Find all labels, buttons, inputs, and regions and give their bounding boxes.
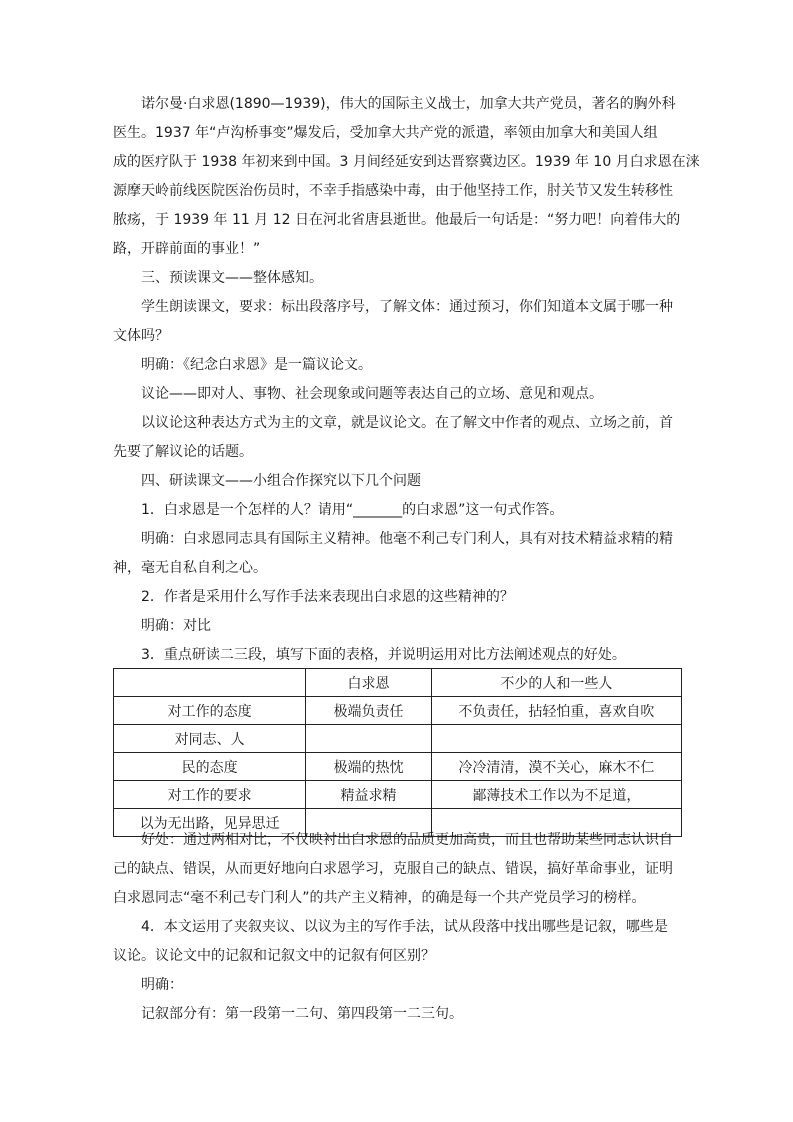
table-cell: 民的态度: [114, 753, 306, 781]
answer-1: [113, 525, 683, 583]
text-line: 源摩天岭前线医院医治伤员时，不幸手指感染中毒，由于他坚持工作，肘关节又发生转移性: [113, 183, 673, 199]
section-3-heading: 三、预读课文——整体感知。: [141, 270, 323, 286]
table-header-cell: 白求恩: [306, 669, 431, 697]
answer-4-label: 明确：: [141, 977, 183, 993]
section-3-note: [113, 409, 683, 467]
table-cell: 极端的热忱: [306, 753, 431, 781]
benefit-paragraph: [113, 826, 683, 913]
table-cell: 冷冷清清，漠不关心，麻木不仁: [431, 753, 681, 781]
section-3-task: [113, 293, 683, 351]
table-cell: 对工作的要求: [114, 781, 306, 809]
text-line: 以议论这种表达方式为主的文章，就是议论文。在了解文中作者的观点、立场之前，首: [141, 415, 673, 431]
text-line: 脓疡，于 1939 年 11 月 12 日在河北省唐县逝世。他最后一句话是：“努力吧！向着伟大的: [113, 212, 681, 228]
table-row: [114, 781, 682, 809]
answer-2: 明确：对比: [141, 618, 211, 634]
table-cell: 对同志、人: [114, 725, 306, 753]
text-line: 学生朗读课文，要求：标出段落序号，了解文体：通过预习，你们知道本文属于哪一种: [141, 299, 673, 315]
question-1: 1．白求恩是一个怎样的人？请用“_______的白求恩”这一句式作答。: [141, 502, 564, 518]
comparison-table: [113, 668, 682, 837]
intro-paragraph: [113, 90, 700, 264]
section-3-definition: 议论——即对人、事物、社会现象或问题等表达自己的立场、意见和观点。: [141, 386, 603, 402]
text-line: 好处：通过两相对比，不仅映衬出白求恩的品质更加高贵，而且也帮助某些同志认识自: [141, 832, 673, 848]
table-row: [114, 697, 682, 725]
text-line: 路，开辟前面的事业！”: [113, 241, 261, 257]
section-4-heading: 四、研读课文——小组合作探究以下几个问题: [141, 473, 421, 489]
text-line: 4．本文运用了夹叙夹议、以议为主的写作手法，试从段落中找出哪些是记叙，哪些是: [141, 919, 668, 935]
text-line: 诺尔曼·白求恩(1890—1939)，伟大的国际主义战士，加拿大共产党员，著名的胸外科: [141, 96, 676, 112]
answer-4-narrative: 记叙部分有：第一段第一二句、第四段第一二三句。: [141, 1006, 463, 1022]
text-line: 己的缺点、错误，从而更好地向白求恩学习，克服自己的缺点、错误，搞好革命事业，证明: [113, 861, 673, 877]
table-cell: 对工作的态度: [114, 697, 306, 725]
table-cell: 鄙薄技术工作以为不足道，: [431, 781, 681, 809]
table-header-cell: [114, 669, 306, 697]
table-cell: [306, 725, 431, 753]
text-line: 成的医疗队于 1938 年初来到中国。3 月间经延安到达晋察冀边区。1939 年 10 月白求恩在涞: [113, 154, 700, 170]
table-row: [114, 725, 682, 753]
text-line: 先要了解议论的话题。: [113, 444, 253, 460]
table-header-cell: 不少的人和一些人: [431, 669, 681, 697]
table-cell: [431, 725, 681, 753]
question-3: 3．重点研读二三段，填写下面的表格，并说明运用对比方法阐述观点的好处。: [141, 647, 626, 663]
text-line: 医生。1937 年“卢沟桥事变”爆发后，受加拿大共产党的派遣，率领由加拿大和美国人组: [113, 125, 658, 141]
section-3-answer: 明确：《纪念白求恩》是一篇议论文。: [141, 357, 372, 373]
question-2: 2．作者是采用什么写作手法来表现出白求恩的这些精神的？: [141, 589, 514, 605]
text-line: 神，毫无自私自利之心。: [113, 560, 267, 576]
table-header-row: [114, 669, 682, 697]
text-line: 议论。议论文中的记叙和记叙文中的记叙有何区别？: [113, 948, 435, 964]
table-cell: 极端负责任: [306, 697, 431, 725]
table-cell: 精益求精: [306, 781, 431, 809]
text-line: 明确：白求恩同志具有国际主义精神。他毫不利己专门利人，具有对技术精益求精的精: [141, 531, 673, 547]
question-4: [113, 913, 683, 971]
table-row: [114, 753, 682, 781]
table-cell: 不负责任，拈轻怕重，喜欢自吹: [431, 697, 681, 725]
table-cell: 以为无出路，见异思迁: [114, 809, 306, 837]
text-line: 文体吗？: [113, 328, 169, 344]
text-line: 白求恩同志“毫不利己专门利人”的共产主义精神，的确是每一个共产党员学习的榜样。: [113, 890, 646, 906]
